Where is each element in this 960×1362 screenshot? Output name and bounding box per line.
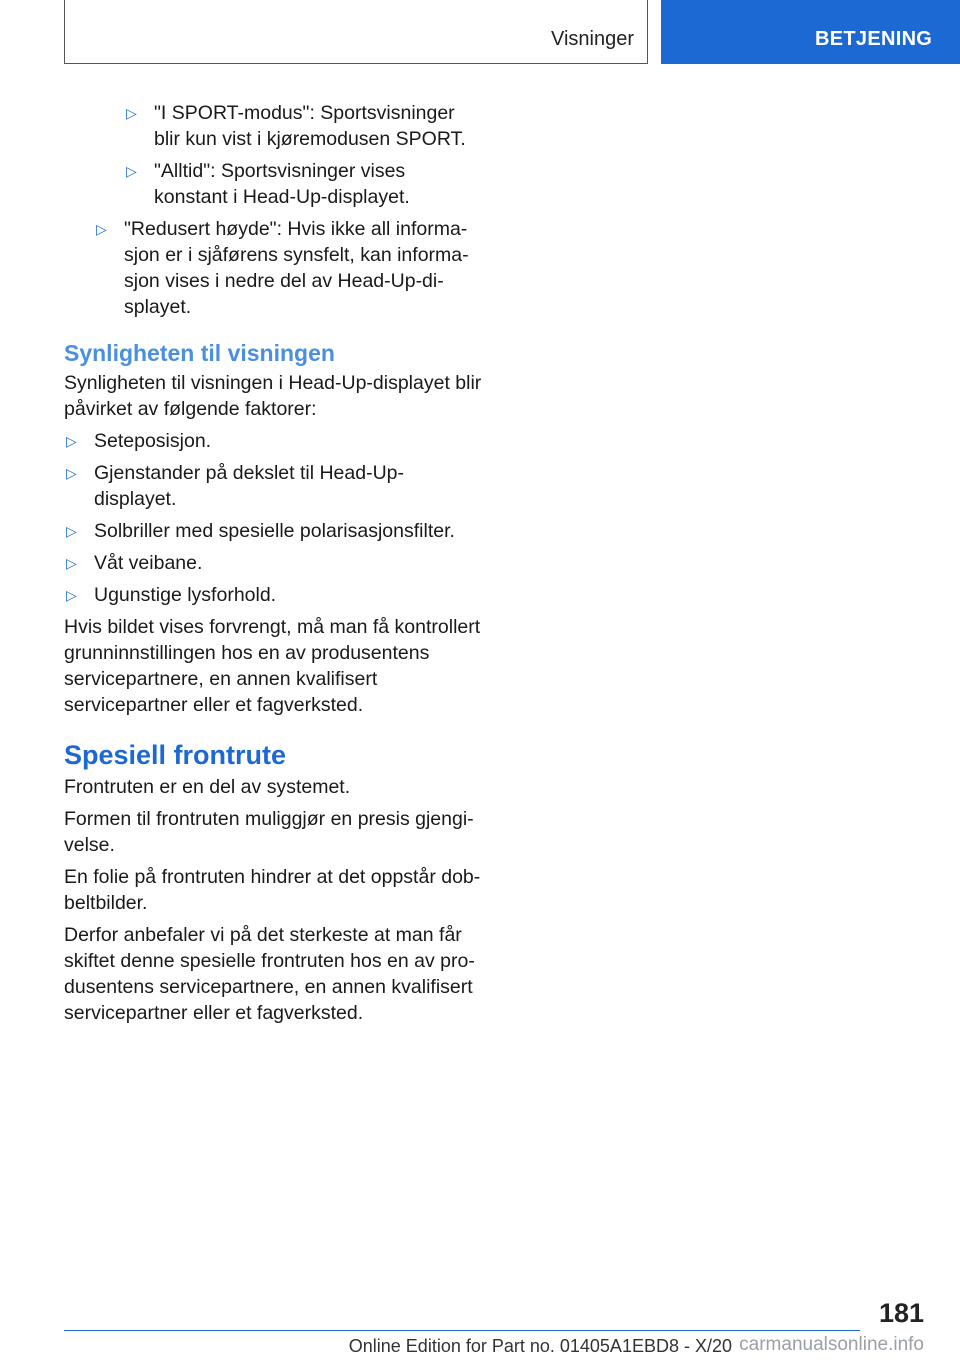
triangle-bullet-icon: ▷: [66, 523, 77, 539]
page-number: 181: [878, 1298, 924, 1328]
paragraph: Synligheten til visningen i Head-Up-displayet blir påvirket av følgende faktorer:: [64, 372, 482, 420]
list-item: ▷ Våt veibane.: [66, 552, 203, 574]
section-title: Visninger: [550, 28, 634, 50]
triangle-bullet-icon: ▷: [66, 465, 77, 481]
paragraph: Frontruten er en del av systemet.: [64, 776, 351, 798]
list-item: ▷ Seteposisjon.: [66, 430, 212, 452]
triangle-bullet-icon: ▷: [66, 433, 77, 449]
list-item: ▷ "I SPORT-modus": Sportsvisninger blir kun vist i kjøremodusen SPORT.: [126, 102, 466, 150]
watermark: carmanualsonline.info: [739, 1334, 924, 1355]
triangle-bullet-icon: ▷: [126, 163, 137, 179]
list-item: ▷ "Alltid": Sportsvisninger vises konstant i Head-Up-displayet.: [126, 160, 410, 208]
chapter-label: BETJENING: [815, 28, 933, 50]
section-heading-windshield: Spesiell frontrute: [64, 740, 287, 770]
paragraph: En folie på frontruten hindrer at det oppstår dobbeltbilder.: [64, 866, 481, 914]
paragraph: Derfor anbefaler vi på det sterkeste at man får skiftet denne spesielle frontruten hos en av produsentens servicepartnere, en annen kvalifisert servicepartner eller et fagverksted.: [64, 924, 475, 1024]
paragraph: Hvis bildet vises forvrengt, må man få kontrollert grunninnstillingen hos en av produsentens servicepartnere, en annen kvalifisert servicepartner eller et fagverksted.: [64, 616, 481, 716]
list-item: ▷ Solbriller med spesielle polarisasjonsfilter.: [66, 520, 455, 542]
triangle-bullet-icon: ▷: [96, 221, 107, 237]
triangle-bullet-icon: ▷: [66, 555, 77, 571]
paragraph: Formen til frontruten muliggjør en presis gjengivelse.: [64, 808, 474, 856]
triangle-bullet-icon: ▷: [126, 105, 137, 121]
triangle-bullet-icon: ▷: [66, 587, 77, 603]
chapter-tab: [661, 0, 960, 64]
page-content: [64, 100, 482, 1032]
list-item: ▷ Gjenstander på dekslet til Head-Up-displayet.: [66, 462, 404, 510]
footer-edition: Online Edition for Part no. 01405A1EBD8 - X/20: [348, 1336, 732, 1356]
list-item: ▷ "Redusert høyde": Hvis ikke all informasjon er i sjåførens synsfelt, kan informasjon vises i nedre del av Head-Up-displayet.: [96, 218, 469, 318]
section-heading-visibility: Synligheten til visningen: [64, 340, 335, 366]
list-item: ▷ Ugunstige lysforhold.: [66, 584, 277, 606]
footer-divider: [64, 1330, 860, 1331]
